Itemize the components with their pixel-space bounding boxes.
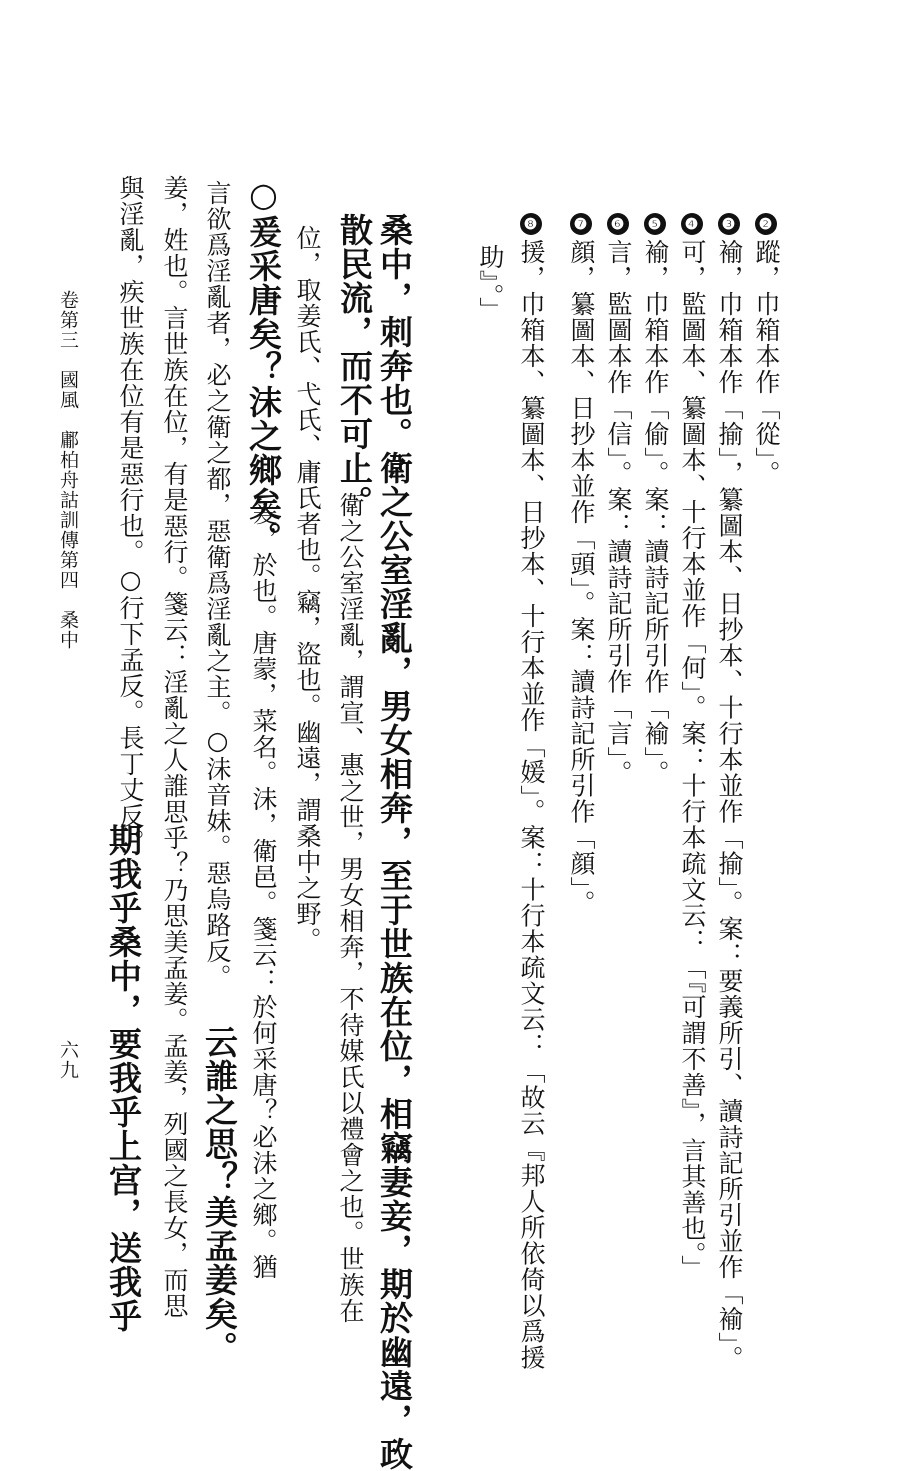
note-marker: ❹	[681, 213, 703, 235]
commentary-col-4: 爰，於也。唐蒙，菜名。沬，衛邑。箋云：於何采唐？必沬之鄉。猶	[249, 500, 278, 1280]
note-text: 顔，纂圖本、日抄本並作「頭」。案：讀詩記所引作「顔」。	[567, 239, 596, 916]
commentary-col-3: 位，取姜氏、弋氏、庸氏者也。竊，盜也。幽遠，謂桑中之野。	[293, 225, 322, 953]
commentary-col-7: 與淫亂，疾世族在位有是惡行也。○行下孟反。長丁丈反。	[116, 175, 145, 855]
note-8-continuation	[478, 244, 503, 323]
commentary-col-5: 言欲爲淫亂者，必之衛之都，惡衛爲淫亂之主。○沬音妹。惡烏路反。	[203, 180, 232, 990]
note-marker: ❸	[718, 213, 740, 235]
note-text: 褕，巾箱本作「揄」，纂圖本、日抄本、十行本並作「揄」。案：要義所引、讀詩記所引並作「褕」。	[715, 239, 744, 1372]
note-5	[643, 213, 668, 786]
note-marker: ❷	[755, 213, 777, 235]
note-4	[680, 213, 705, 1281]
note-text: 褕，巾箱本作「偷」。案：讀詩記所引作「褕」。	[641, 239, 670, 786]
note-marker: ❼	[570, 213, 592, 235]
note-marker: ❺	[644, 213, 666, 235]
main-text-col-4: ○爰采唐矣？沫之鄉矣。	[244, 175, 283, 555]
note-8	[519, 213, 544, 1371]
page-number: 六九	[57, 1040, 79, 1080]
running-header: 卷第三 國風 鄘柏舟詁訓傳第四 桑中	[57, 290, 79, 650]
note-2	[754, 213, 779, 487]
main-text-col-2: 散民流，而不可止。	[335, 213, 374, 519]
note-text: 助』。」	[476, 244, 505, 323]
note-marker: ❽	[520, 213, 542, 235]
note-7	[569, 213, 594, 916]
note-marker: ❻	[607, 213, 629, 235]
commentary-col-6: 姜，姓也。言世族在位，有是惡行。箋云：淫亂之人誰思乎？乃思美孟姜。孟姜，列國之長女，而思	[160, 175, 189, 1319]
note-3	[717, 213, 742, 1372]
note-text: 言，監圖本作「信」。案：讀詩記所引作「言」。	[604, 239, 633, 786]
commentary-col-2: 衛之公室淫亂，謂宣、惠之世，男女相奔，不待媒氏以禮會之也。世族在	[336, 492, 365, 1324]
note-text: 蹤，巾箱本作「從」。	[752, 239, 781, 487]
main-text-col-7: 期我乎桑中，要我乎上宫，送我乎	[104, 823, 143, 1333]
main-text-col-5: 云誰之思？美孟姜矣。	[200, 1025, 239, 1365]
note-6	[606, 213, 631, 786]
note-text: 援，巾箱本、纂圖本、日抄本、十行本並作「媛」。案：十行本疏文云：「故云『邦人所依倚以爲援	[517, 239, 546, 1371]
main-text-col-1: 桑中，刺奔也。衛之公室淫亂，男女相奔，至于世族在位，相竊妻妾，期於幽遠，政	[375, 213, 414, 1471]
note-text: 可，監圖本、纂圖本、十行本並作「何」。案：十行本疏文云：「『可謂不善』，言其善也。」	[678, 239, 707, 1281]
